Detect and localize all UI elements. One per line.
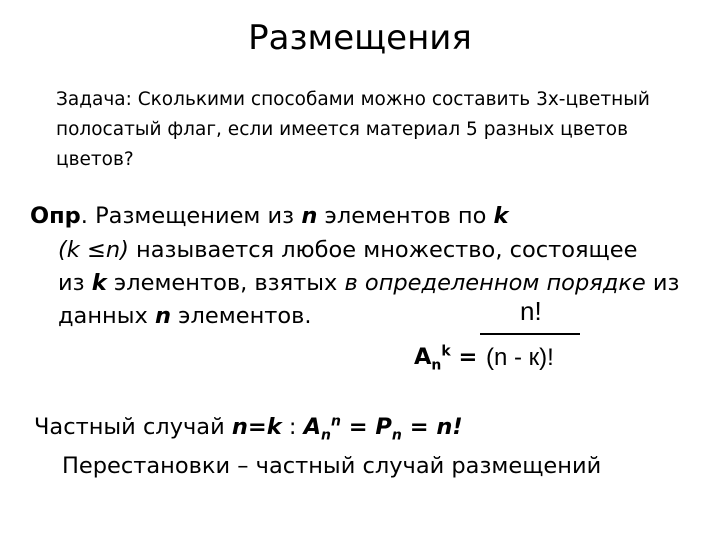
var-n: n xyxy=(301,203,318,229)
fraction-bar xyxy=(480,333,580,335)
var-k: k xyxy=(493,203,509,229)
var-k: k xyxy=(91,270,107,296)
permutations-line: Перестановки – частный случай размещений xyxy=(62,453,602,479)
task-line-3: цветов? xyxy=(56,149,134,170)
page-title: Размещения xyxy=(248,18,472,58)
definition-line-2: (k ≤n) называется любое множество, состоящее xyxy=(58,237,638,263)
formula-denominator: (n - к)! xyxy=(486,344,554,371)
special-case-formula: $A_n^n = P_n = n$! xyxy=(303,413,463,444)
definition-line-3: из k элементов, взятых в определенном порядке из xyxy=(58,270,680,296)
special-case-condition: n=k xyxy=(231,414,282,440)
special-case-line: Частный случай n=k : $A_n^n = P_n = n$! xyxy=(34,413,463,444)
var-n: n xyxy=(155,303,172,329)
formula-numerator: n! xyxy=(520,296,542,326)
task-line-1: Задача: Сколькими способами можно составить 3х-цветный xyxy=(56,89,650,110)
task-line-2: полосатый флаг, если имеется материал 5 разных цветов xyxy=(56,119,629,140)
definition-label: Опр xyxy=(30,203,81,229)
condition: (k ≤n) xyxy=(58,237,129,263)
definition-line-1: Опр. Размещением из n элементов по k xyxy=(30,203,509,229)
emphasis-ordered: в определенном порядке xyxy=(344,270,646,296)
definition-line-4: данных n элементов. xyxy=(58,303,312,329)
formula-lhs: $A_n^k$ = xyxy=(414,343,478,374)
